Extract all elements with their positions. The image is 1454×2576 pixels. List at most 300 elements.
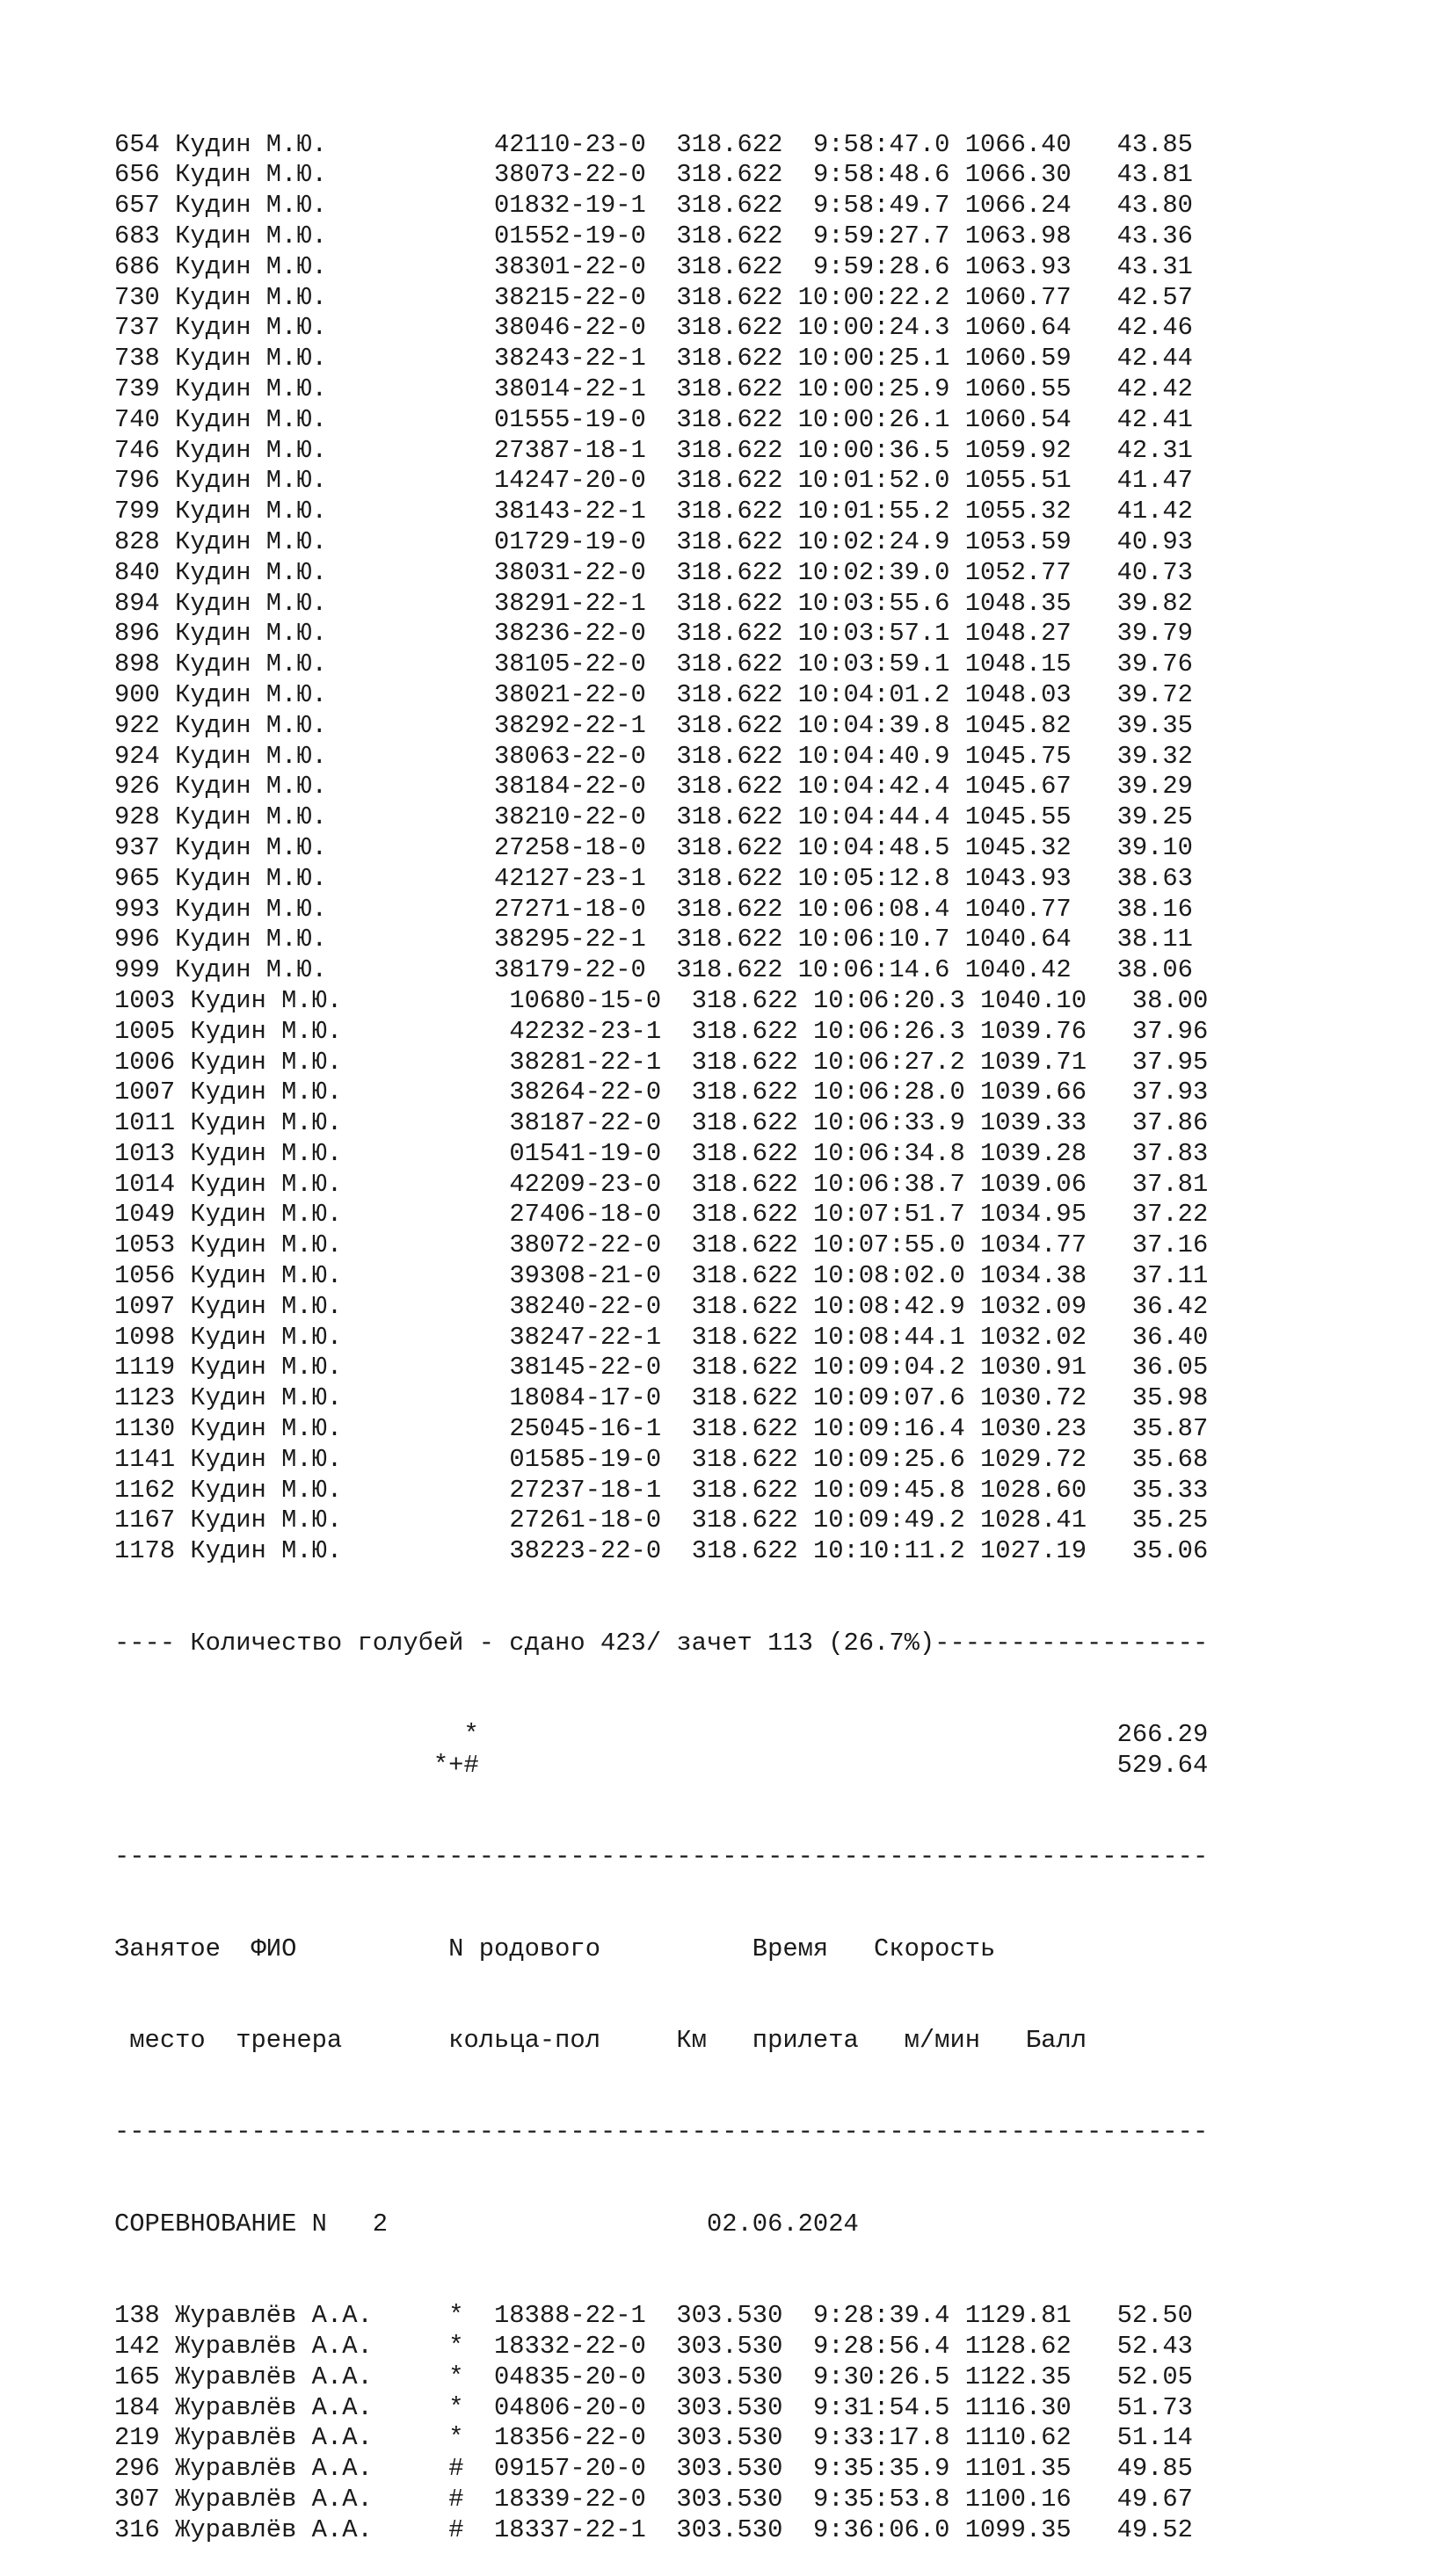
- result-row: [114, 313, 1208, 344]
- ring-number: 01555-19-0: [494, 404, 646, 434]
- score: 39.25: [1116, 802, 1193, 832]
- column-header-line-1: Занятое ФИО N родового Время Скорость: [114, 1934, 996, 1963]
- score: 40.93: [1116, 526, 1193, 556]
- speed: 1116.30: [964, 2392, 1072, 2422]
- place: 1141: [114, 1444, 176, 1474]
- trainer-name: Журавлёв А.А.: [175, 2331, 373, 2361]
- trainer-name: Кудин М.Ю.: [175, 344, 327, 374]
- speed: 1039.66: [980, 1078, 1087, 1107]
- result-row: [114, 649, 1208, 680]
- competition-2-title: СОРЕВНОВАНИЕ N 2: [114, 2209, 389, 2239]
- place: 1049: [114, 1200, 176, 1230]
- trainer-name: Кудин М.Ю.: [175, 925, 327, 954]
- distance-km: 318.622: [691, 1475, 798, 1505]
- arrival-time: 10:09:04.2: [812, 1353, 965, 1382]
- score: 39.76: [1116, 649, 1193, 679]
- result-row: [114, 1383, 1208, 1414]
- trainer-name: Кудин М.Ю.: [175, 772, 327, 802]
- ring-number: 38215-22-0: [494, 282, 646, 312]
- arrival-time: 10:06:28.0: [812, 1078, 965, 1107]
- competition-2-date: 02.06.2024: [706, 2209, 859, 2239]
- row-mark: #: [448, 2484, 464, 2514]
- place: 739: [114, 374, 160, 403]
- arrival-time: 10:06:34.8: [812, 1138, 965, 1168]
- competition-2-title-line: [114, 2210, 1208, 2240]
- trainer-name: Журавлёв А.А.: [175, 2514, 373, 2544]
- result-row: [114, 1230, 1208, 1261]
- trainer-name: Кудин М.Ю.: [175, 679, 327, 709]
- score: 43.36: [1116, 221, 1193, 250]
- score: 39.35: [1116, 710, 1193, 740]
- trainer-name: Кудин М.Ю.: [190, 1322, 343, 1352]
- ring-number: 38240-22-0: [509, 1291, 662, 1321]
- result-row: [114, 2515, 1208, 2546]
- distance-km: 318.622: [691, 1230, 798, 1260]
- row-mark: #: [448, 2514, 464, 2544]
- ring-number: 01832-19-1: [494, 191, 646, 221]
- trainer-name: Журавлёв А.А.: [175, 2484, 373, 2514]
- speed: 1034.38: [980, 1261, 1087, 1291]
- result-row: [114, 221, 1208, 252]
- trainer-name: Кудин М.Ю.: [175, 129, 327, 159]
- ring-number: 18084-17-0: [509, 1383, 662, 1413]
- trainer-name: Журавлёв А.А.: [175, 2392, 373, 2422]
- speed: 1129.81: [964, 2301, 1072, 2331]
- arrival-time: 10:08:02.0: [812, 1261, 965, 1291]
- place: 928: [114, 802, 160, 832]
- result-row: [114, 833, 1208, 864]
- distance-km: 318.622: [676, 925, 783, 954]
- distance-km: 303.530: [676, 2484, 783, 2514]
- place: 307: [114, 2484, 160, 2514]
- distance-km: 303.530: [676, 2423, 783, 2453]
- arrival-time: 9:28:39.4: [812, 2301, 950, 2331]
- trainer-name: Кудин М.Ю.: [190, 1536, 343, 1566]
- ring-number: 04806-20-0: [494, 2392, 646, 2422]
- ring-number: 42232-23-1: [509, 1016, 662, 1046]
- place: 1162: [114, 1475, 176, 1505]
- result-row: [114, 711, 1208, 742]
- result-row: [114, 283, 1208, 314]
- result-row: [114, 742, 1208, 773]
- score: 35.25: [1131, 1506, 1209, 1535]
- speed: 1060.77: [964, 282, 1072, 312]
- score: 37.16: [1131, 1230, 1209, 1260]
- trainer-name: Кудин М.Ю.: [175, 374, 327, 403]
- score: 43.85: [1116, 129, 1193, 159]
- place: 896: [114, 619, 160, 649]
- speed: 1039.06: [980, 1169, 1087, 1199]
- arrival-time: 10:08:44.1: [812, 1322, 965, 1352]
- score: 39.82: [1116, 588, 1193, 618]
- column-header-line-2: место тренера кольца-пол Км прилета м/мин Балл: [114, 2026, 1087, 2055]
- ring-number: 18339-22-0: [494, 2484, 646, 2514]
- result-row: [114, 1048, 1208, 1078]
- place: 1014: [114, 1169, 176, 1199]
- trainer-name: Кудин М.Ю.: [190, 1047, 343, 1077]
- result-row: [114, 619, 1208, 649]
- score: 37.93: [1131, 1078, 1209, 1107]
- arrival-time: 10:00:26.1: [797, 404, 950, 434]
- trainer-name: Кудин М.Ю.: [175, 832, 327, 862]
- trainer-name: Кудин М.Ю.: [175, 191, 327, 221]
- trainer-name: Кудин М.Ю.: [190, 1230, 343, 1260]
- speed: 1060.54: [964, 404, 1072, 434]
- place: 926: [114, 772, 160, 802]
- distance-km: 318.622: [691, 1047, 798, 1077]
- ring-number: 01552-19-0: [494, 221, 646, 250]
- speed: 1063.98: [964, 221, 1072, 250]
- ring-number: 18332-22-0: [494, 2331, 646, 2361]
- distance-km: 318.622: [676, 435, 783, 465]
- speed: 1040.77: [964, 894, 1072, 924]
- distance-km: 318.622: [676, 344, 783, 374]
- arrival-time: 10:09:49.2: [812, 1506, 965, 1535]
- ring-number: 18356-22-0: [494, 2423, 646, 2453]
- trainer-name: Кудин М.Ю.: [175, 955, 327, 985]
- distance-km: 318.622: [691, 1414, 798, 1444]
- speed: 1066.24: [964, 191, 1072, 221]
- arrival-time: 10:00:24.3: [797, 313, 950, 343]
- ring-number: 38031-22-0: [494, 557, 646, 587]
- arrival-time: 10:06:38.7: [812, 1169, 965, 1199]
- speed: 1048.27: [964, 619, 1072, 649]
- speed: 1030.91: [980, 1353, 1087, 1382]
- place: 922: [114, 710, 160, 740]
- score: 52.50: [1116, 2301, 1193, 2331]
- total-label: *: [463, 1720, 479, 1750]
- speed: 1039.76: [980, 1016, 1087, 1046]
- trainer-name: Кудин М.Ю.: [190, 1506, 343, 1535]
- result-row: [114, 1200, 1208, 1230]
- trainer-name: Кудин М.Ю.: [190, 1414, 343, 1444]
- result-row: [114, 466, 1208, 497]
- ring-number: 27406-18-0: [509, 1200, 662, 1230]
- place: 1053: [114, 1230, 176, 1260]
- place: 924: [114, 741, 160, 771]
- arrival-time: 9:35:53.8: [812, 2484, 950, 2514]
- trainer-name: Кудин М.Ю.: [190, 1291, 343, 1321]
- trainer-name: Кудин М.Ю.: [190, 1138, 343, 1168]
- arrival-time: 9:58:47.0: [812, 129, 950, 159]
- score: 42.57: [1116, 282, 1193, 312]
- total-value: 529.64: [1116, 1750, 1209, 1780]
- ring-number: 09157-20-0: [494, 2454, 646, 2484]
- ring-number: 14247-20-0: [494, 466, 646, 496]
- ring-number: 01585-19-0: [509, 1444, 662, 1474]
- arrival-time: 10:02:24.9: [797, 526, 950, 556]
- distance-km: 318.622: [691, 1200, 798, 1230]
- ring-number: 38291-22-1: [494, 588, 646, 618]
- result-row: [114, 2485, 1208, 2515]
- trainer-name: Кудин М.Ю.: [190, 1108, 343, 1138]
- place: 142: [114, 2331, 160, 2361]
- speed: 1099.35: [964, 2514, 1072, 2544]
- trainer-name: Кудин М.Ю.: [175, 619, 327, 649]
- header-rule-bottom: ------------------------------------------------------------------------: [114, 2117, 1209, 2147]
- ring-number: 38247-22-1: [509, 1322, 662, 1352]
- place: 1011: [114, 1108, 176, 1138]
- trainer-name: Кудин М.Ю.: [175, 741, 327, 771]
- result-row: [114, 2454, 1208, 2485]
- place: 996: [114, 925, 160, 954]
- result-row: [114, 925, 1208, 955]
- place: 738: [114, 344, 160, 374]
- speed: 1110.62: [964, 2423, 1072, 2453]
- result-row: [114, 436, 1208, 467]
- distance-km: 318.622: [691, 1536, 798, 1566]
- arrival-time: 10:00:25.9: [797, 374, 950, 403]
- arrival-time: 10:07:51.7: [812, 1200, 965, 1230]
- distance-km: 303.530: [676, 2454, 783, 2484]
- ring-number: 38143-22-1: [494, 497, 646, 526]
- result-row: [114, 864, 1208, 895]
- speed: 1055.51: [964, 466, 1072, 496]
- speed: 1043.93: [964, 863, 1072, 893]
- score: 43.80: [1116, 191, 1193, 221]
- result-row: [114, 1506, 1208, 1536]
- arrival-time: 10:07:55.0: [812, 1230, 965, 1260]
- total-value: 266.29: [1116, 1720, 1209, 1750]
- arrival-time: 10:09:07.6: [812, 1383, 965, 1413]
- speed: 1032.02: [980, 1322, 1087, 1352]
- score: 41.47: [1116, 466, 1193, 496]
- distance-km: 318.622: [676, 802, 783, 832]
- place: 965: [114, 863, 160, 893]
- place: 657: [114, 191, 160, 221]
- result-row: [114, 1536, 1208, 1567]
- trainer-name: Кудин М.Ю.: [190, 1169, 343, 1199]
- trainer-name: Кудин М.Ю.: [190, 1444, 343, 1474]
- ring-number: 42209-23-0: [509, 1169, 662, 1199]
- ring-number: 27258-18-0: [494, 832, 646, 862]
- score: 38.16: [1116, 894, 1193, 924]
- speed: 1027.19: [980, 1536, 1087, 1566]
- result-row: [114, 1108, 1208, 1139]
- arrival-time: 9:31:54.5: [812, 2392, 950, 2422]
- trainer-name: Кудин М.Ю.: [175, 313, 327, 343]
- speed: 1066.40: [964, 129, 1072, 159]
- score: 35.98: [1131, 1383, 1209, 1413]
- score: 35.68: [1131, 1444, 1209, 1474]
- place: 1130: [114, 1414, 176, 1444]
- ring-number: 38021-22-0: [494, 679, 646, 709]
- distance-km: 318.622: [676, 497, 783, 526]
- distance-km: 318.622: [676, 282, 783, 312]
- distance-km: 318.622: [676, 619, 783, 649]
- speed: 1030.72: [980, 1383, 1087, 1413]
- place: 1056: [114, 1261, 176, 1291]
- score: 51.73: [1116, 2392, 1193, 2422]
- arrival-time: 10:10:11.2: [812, 1536, 965, 1566]
- distance-km: 303.530: [676, 2301, 783, 2331]
- trainer-name: Кудин М.Ю.: [190, 1016, 343, 1046]
- speed: 1101.35: [964, 2454, 1072, 2484]
- trainer-name: Кудин М.Ю.: [190, 1475, 343, 1505]
- result-row: [114, 1078, 1208, 1108]
- place: 1123: [114, 1383, 176, 1413]
- place: 296: [114, 2454, 160, 2484]
- place: 898: [114, 649, 160, 679]
- distance-km: 318.622: [676, 526, 783, 556]
- result-row: [114, 955, 1208, 986]
- speed: 1032.09: [980, 1291, 1087, 1321]
- speed: 1066.30: [964, 160, 1072, 190]
- speed: 1060.55: [964, 374, 1072, 403]
- result-row: [114, 497, 1208, 527]
- header-rule-top: ------------------------------------------------------------------------: [114, 1842, 1209, 1872]
- trainer-name: Кудин М.Ю.: [175, 588, 327, 618]
- distance-km: 303.530: [676, 2362, 783, 2391]
- place: 730: [114, 282, 160, 312]
- trainer-name: Кудин М.Ю.: [175, 710, 327, 740]
- place: 316: [114, 2514, 160, 2544]
- place: 900: [114, 679, 160, 709]
- arrival-time: 9:33:17.8: [812, 2423, 950, 2453]
- score: 37.11: [1131, 1261, 1209, 1291]
- trainer-name: Кудин М.Ю.: [175, 466, 327, 496]
- result-row: [114, 1414, 1208, 1445]
- ring-number: 38072-22-0: [509, 1230, 662, 1260]
- ring-number: 38281-22-1: [509, 1047, 662, 1077]
- speed: 1063.93: [964, 251, 1072, 281]
- result-row: [114, 1445, 1208, 1476]
- result-row: [114, 1017, 1208, 1048]
- distance-km: 318.622: [676, 251, 783, 281]
- score: 35.87: [1131, 1414, 1209, 1444]
- score: 37.96: [1131, 1016, 1209, 1046]
- arrival-time: 10:03:55.6: [797, 588, 950, 618]
- place: 1097: [114, 1291, 176, 1321]
- speed: 1028.60: [980, 1475, 1087, 1505]
- distance-km: 318.622: [676, 679, 783, 709]
- ring-number: 25045-16-1: [509, 1414, 662, 1444]
- speed: 1060.64: [964, 313, 1072, 343]
- result-row: [114, 344, 1208, 374]
- distance-km: 318.622: [676, 955, 783, 985]
- score: 51.14: [1116, 2423, 1193, 2453]
- place: 1167: [114, 1506, 176, 1535]
- speed: 1048.15: [964, 649, 1072, 679]
- trainer-name: Кудин М.Ю.: [175, 221, 327, 250]
- trainer-name: Кудин М.Ю.: [190, 1353, 343, 1382]
- trainer-name: Кудин М.Ю.: [175, 404, 327, 434]
- arrival-time: 9:59:28.6: [812, 251, 950, 281]
- score: 42.46: [1116, 313, 1193, 343]
- result-row: [114, 2423, 1208, 2454]
- distance-km: 303.530: [676, 2514, 783, 2544]
- distance-km: 318.622: [676, 588, 783, 618]
- speed: 1053.59: [964, 526, 1072, 556]
- score: 35.06: [1131, 1536, 1209, 1566]
- place: 656: [114, 160, 160, 190]
- place: 219: [114, 2423, 160, 2453]
- arrival-time: 10:06:27.2: [812, 1047, 965, 1077]
- arrival-time: 10:03:59.1: [797, 649, 950, 679]
- arrival-time: 10:01:52.0: [797, 466, 950, 496]
- ring-number: 18388-22-1: [494, 2301, 646, 2331]
- score: 39.79: [1116, 619, 1193, 649]
- trainer-name: Кудин М.Ю.: [175, 282, 327, 312]
- arrival-time: 9:28:56.4: [812, 2331, 950, 2361]
- ring-number: 04835-20-0: [494, 2362, 646, 2391]
- row-mark: *: [448, 2392, 464, 2422]
- place: 840: [114, 557, 160, 587]
- ring-number: 38295-22-1: [494, 925, 646, 954]
- speed: 1039.33: [980, 1108, 1087, 1138]
- result-row: [114, 405, 1208, 436]
- place: 1178: [114, 1536, 176, 1566]
- ring-number: 38046-22-0: [494, 313, 646, 343]
- ring-number: 38105-22-0: [494, 649, 646, 679]
- place: 654: [114, 129, 160, 159]
- place: 1013: [114, 1138, 176, 1168]
- trainer-name: Кудин М.Ю.: [190, 1261, 343, 1291]
- result-row: [114, 374, 1208, 405]
- result-row: [114, 1476, 1208, 1506]
- place: 686: [114, 251, 160, 281]
- trainer-name: Кудин М.Ю.: [175, 894, 327, 924]
- summary-total-row: [114, 1720, 1208, 1751]
- result-row: [114, 191, 1208, 221]
- arrival-time: 10:03:57.1: [797, 619, 950, 649]
- result-row: [114, 895, 1208, 925]
- score: 49.52: [1116, 2514, 1193, 2544]
- trainer-name: Кудин М.Ю.: [190, 1383, 343, 1413]
- result-row: [114, 1323, 1208, 1353]
- speed: 1045.75: [964, 741, 1072, 771]
- score: 37.22: [1131, 1200, 1209, 1230]
- result-row: [114, 772, 1208, 802]
- ring-number: 38184-22-0: [494, 772, 646, 802]
- distance-km: 318.622: [676, 772, 783, 802]
- ring-number: 01729-19-0: [494, 526, 646, 556]
- speed: 1128.62: [964, 2331, 1072, 2361]
- distance-km: 318.622: [691, 1138, 798, 1168]
- distance-km: 318.622: [691, 1169, 798, 1199]
- place: 999: [114, 955, 160, 985]
- place: 1119: [114, 1353, 176, 1382]
- trainer-name: Кудин М.Ю.: [190, 1078, 343, 1107]
- result-row: [114, 1353, 1208, 1383]
- score: 37.86: [1131, 1108, 1209, 1138]
- trainer-name: Кудин М.Ю.: [175, 160, 327, 190]
- speed: 1028.41: [980, 1506, 1087, 1535]
- speed: 1045.67: [964, 772, 1072, 802]
- score: 36.40: [1131, 1322, 1209, 1352]
- speed: 1039.28: [980, 1138, 1087, 1168]
- ring-number: 42110-23-0: [494, 129, 646, 159]
- place: 1098: [114, 1322, 176, 1352]
- arrival-time: 9:59:27.7: [812, 221, 950, 250]
- place: 184: [114, 2392, 160, 2422]
- speed: 1100.16: [964, 2484, 1072, 2514]
- distance-km: 318.622: [691, 1108, 798, 1138]
- total-label: *+#: [433, 1750, 479, 1780]
- speed: 1029.72: [980, 1444, 1087, 1474]
- score: 49.67: [1116, 2484, 1193, 2514]
- result-row: [114, 1170, 1208, 1201]
- score: 38.11: [1116, 925, 1193, 954]
- distance-km: 318.622: [691, 985, 798, 1015]
- ring-number: 38073-22-0: [494, 160, 646, 190]
- place: 138: [114, 2301, 160, 2331]
- competition-2-results: [114, 2301, 1208, 2545]
- score: 40.73: [1116, 557, 1193, 587]
- ring-number: 38187-22-0: [509, 1108, 662, 1138]
- place: 740: [114, 404, 160, 434]
- arrival-time: 10:05:12.8: [797, 863, 950, 893]
